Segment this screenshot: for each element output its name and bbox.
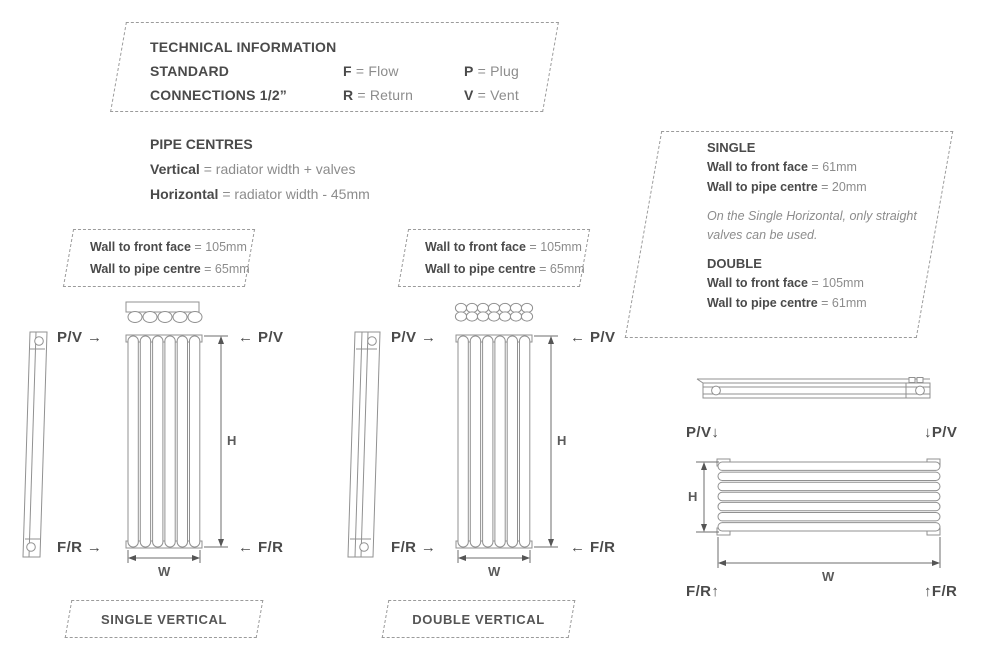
wall-front-face-line: Wall to front face = 105mm: [90, 240, 247, 254]
single-vertical-front-view: [126, 335, 202, 548]
horizontal-pv-label-right: ↓P/V: [924, 424, 958, 441]
single-vertical-fr-label-right: ← F/R: [238, 539, 284, 556]
single-vertical-top-view: [126, 302, 202, 323]
legend-vent: V = Vent: [464, 87, 519, 103]
single-vertical-fr-label-left: F/R →: [57, 539, 103, 556]
double-front-face-line: Wall to front face = 105mm: [707, 276, 864, 290]
double-vertical-top-view: [455, 303, 532, 321]
legend-return: R = Return: [343, 87, 414, 103]
double-vertical-side-view: [348, 332, 380, 557]
single-vertical-caption: SINGLE VERTICAL: [100, 611, 227, 627]
single-horizontal-note: On the Single Horizontal, only straight valves can be used.: [707, 209, 917, 242]
single-vertical-width-label: W: [158, 564, 171, 579]
pipe-centres-section: [150, 132, 370, 207]
wall-front-face-line: Wall to front face = 105mm: [425, 240, 582, 254]
double-vertical-caption: DOUBLE VERTICAL: [412, 611, 545, 627]
single-vertical-w-dimension: [128, 550, 200, 563]
technical-info-title: TECHNICAL INFORMATION: [150, 39, 337, 55]
double-pipe-centre-line: Wall to pipe centre = 61mm: [707, 296, 867, 310]
double-vertical-caption-box: [385, 600, 572, 638]
pipe-centres-title: PIPE CENTRES: [150, 136, 253, 152]
double-vertical-height-label: H: [557, 433, 567, 448]
horizontal-w-dimension: [718, 537, 940, 568]
horizontal-h-dimension: [696, 462, 719, 532]
single-pipe-centre-line: Wall to pipe centre = 20mm: [707, 180, 867, 194]
horizontal-pv-label-left: P/V↓: [686, 424, 720, 441]
double-vertical-pv-label-right: ← P/V: [570, 329, 616, 346]
double-vertical-h-dimension: [534, 336, 558, 547]
single-vertical-h-dimension: [204, 336, 228, 547]
single-title: SINGLE: [707, 140, 756, 155]
horizontal-top-view: [697, 378, 930, 399]
pipe-centres-horizontal: Horizontal = radiator width - 45mm: [150, 186, 370, 202]
single-front-face-line: Wall to front face = 61mm: [707, 160, 857, 174]
standard-label: STANDARD: [150, 63, 230, 79]
wall-pipe-centre-line: Wall to pipe centre = 65mm: [90, 262, 250, 276]
single-vertical-wall-box: [68, 229, 250, 287]
horizontal-fr-label-left: F/R↑: [686, 583, 720, 600]
connections-label: CONNECTIONS 1/2”: [150, 87, 287, 103]
legend-plug: P = Plug: [464, 63, 519, 79]
horizontal-front-view: [717, 459, 940, 535]
single-vertical-pv-label-left: P/V →: [57, 329, 103, 346]
technical-info-box: [118, 22, 551, 112]
single-vertical-pv-label-right: ← P/V: [238, 329, 284, 346]
double-vertical-front-view: [456, 335, 532, 548]
double-title: DOUBLE: [707, 256, 762, 271]
horizontal-info-box: [643, 131, 935, 338]
double-vertical-fr-label-right: ← F/R: [570, 539, 616, 556]
single-vertical-caption-box: [68, 600, 260, 638]
single-vertical-height-label: H: [227, 433, 237, 448]
single-vertical-side-view: [23, 332, 47, 557]
double-vertical-w-dimension: [458, 550, 530, 563]
double-vertical-wall-box: [403, 229, 585, 287]
double-vertical-fr-label-left: F/R →: [391, 539, 437, 556]
double-vertical-width-label: W: [488, 564, 501, 579]
horizontal-fr-label-right: ↑F/R: [924, 583, 958, 600]
horizontal-height-label: H: [688, 489, 698, 504]
legend-flow: F = Flow: [343, 63, 399, 79]
double-vertical-pv-label-left: P/V →: [391, 329, 437, 346]
horizontal-width-label: W: [822, 569, 835, 584]
wall-pipe-centre-line: Wall to pipe centre = 65mm: [425, 262, 585, 276]
pipe-centres-vertical: Vertical = radiator width + valves: [150, 161, 356, 177]
